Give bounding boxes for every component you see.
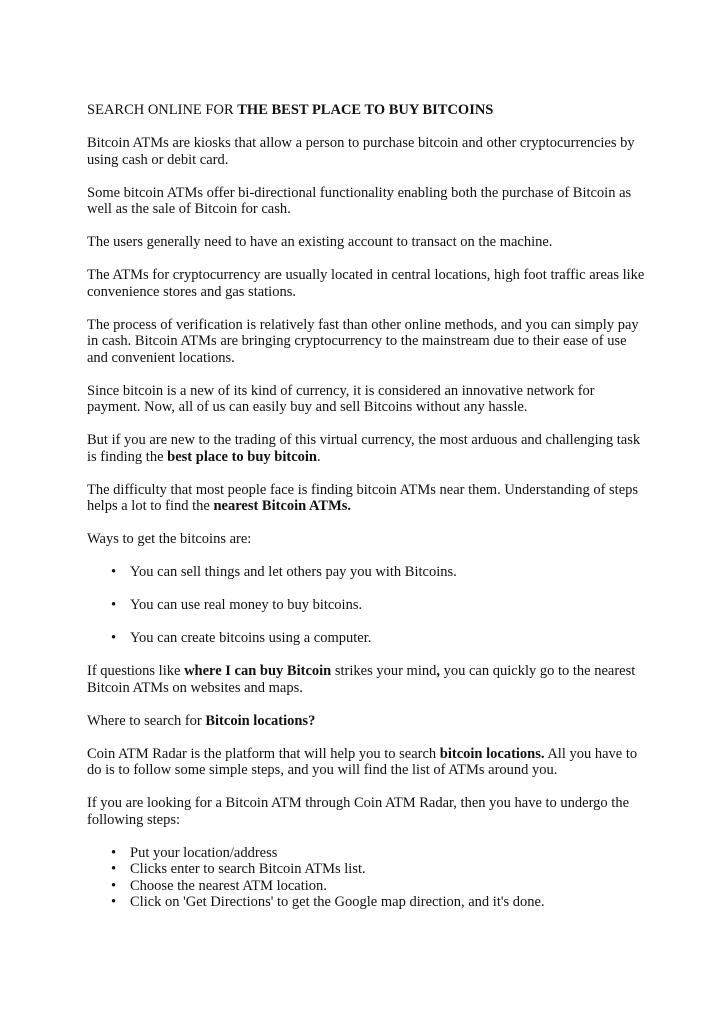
paragraph-challenge bbox=[87, 432, 647, 465]
paragraph-ways-intro: Ways to get the bitcoins are: bbox=[87, 531, 252, 547]
paragraph-difficulty bbox=[87, 482, 647, 515]
questions-bold: where I can buy Bitcoin bbox=[184, 663, 332, 679]
challenge-bold: best place to buy bitcoin bbox=[167, 448, 317, 465]
bullet-icon: • bbox=[111, 844, 117, 861]
bullet-icon: • bbox=[111, 597, 117, 613]
bullet-icon: • bbox=[111, 877, 117, 894]
questions-bold-comma: , bbox=[436, 663, 440, 679]
list-item bbox=[87, 894, 647, 911]
list-item-text: You can use real money to buy bitcoins. bbox=[130, 597, 363, 613]
paragraph-innovation: Since bitcoin is a new of its kind of currency, it is considered an innovative network for payment. Now, all of us can easily buy and sell Bitcoins without any hassle. bbox=[87, 382, 595, 415]
paragraph-questions bbox=[87, 663, 647, 696]
questions-text: If questions like bbox=[87, 663, 185, 679]
paragraph-verification: The process of verification is relatively fast than other online methods, and you can simply pay in cash. Bitcoin ATMs are bringing cryptocurrency to the mainstream due to their ease of use and convenient locations. bbox=[87, 316, 639, 366]
list-item bbox=[87, 630, 647, 647]
list-item-text: Clicks enter to search Bitcoin ATMs list. bbox=[130, 861, 366, 877]
paragraph-account: The users generally need to have an existing account to transact on the machine. bbox=[87, 234, 553, 250]
list-item-text: You can sell things and let others pay you with Bitcoins. bbox=[130, 564, 457, 580]
paragraph-steps-intro: If you are looking for a Bitcoin ATM through Coin ATM Radar, then you have to undergo the following steps: bbox=[87, 795, 630, 828]
list-item bbox=[87, 861, 647, 878]
radar-text: Coin ATM Radar is the platform that will help you to search bbox=[87, 745, 440, 762]
list-item bbox=[87, 597, 647, 614]
list-item-text: Click on 'Get Directions' to get the Google map direction, and it's done. bbox=[130, 894, 545, 910]
radar-bold: bitcoin locations. bbox=[439, 745, 545, 762]
bullet-icon: • bbox=[111, 564, 117, 580]
list-item-text: Choose the nearest ATM location. bbox=[130, 877, 327, 894]
difficulty-bold: nearest Bitcoin ATMs. bbox=[213, 498, 352, 514]
list-item bbox=[87, 878, 647, 895]
list-item-text: You can create bitcoins using a computer. bbox=[130, 630, 372, 646]
bullet-icon: • bbox=[111, 894, 117, 910]
heading-prefix: SEARCH ONLINE FOR bbox=[87, 102, 238, 118]
radar-after: All you have to do is to follow some simple steps, and you will find the list of ATMs around you. bbox=[87, 745, 638, 778]
challenge-after: . bbox=[317, 448, 321, 465]
questions-mid: strikes your mind bbox=[331, 663, 437, 679]
paragraph-locations: The ATMs for cryptocurrency are usually located in central locations, high foot traffic areas like convenience stores and gas stations. bbox=[87, 267, 645, 300]
document-page bbox=[87, 102, 647, 911]
heading-bold: THE BEST PLACE TO BUY BITCOINS bbox=[237, 102, 494, 118]
document-heading bbox=[87, 102, 647, 119]
steps-list bbox=[87, 845, 647, 911]
bullet-icon: • bbox=[111, 630, 117, 646]
questions-after: you can quickly go to the nearest Bitcoin ATMs on websites and maps. bbox=[87, 663, 636, 696]
challenge-text: But if you are new to the trading of this virtual currency, the most arduous and challenging task is finding the bbox=[87, 432, 641, 465]
list-item bbox=[87, 564, 647, 581]
list-item-text: Put your location/address bbox=[130, 844, 278, 861]
ways-list bbox=[87, 564, 647, 647]
where-bold: Bitcoin locations? bbox=[205, 712, 316, 729]
difficulty-text: The difficulty that most people face is finding bitcoin ATMs near them. Understanding of steps helps a lot to find the bbox=[87, 481, 639, 514]
paragraph-where-search bbox=[87, 713, 647, 730]
paragraph-intro: Bitcoin ATMs are kiosks that allow a person to purchase bitcoin and other cryptocurrencies by using cash or debit card. bbox=[87, 135, 635, 168]
paragraph-bidirectional: Some bitcoin ATMs offer bi-directional functionality enabling both the purchase of Bitcoin as well as the sale of Bitcoin for cash. bbox=[87, 184, 632, 217]
list-item bbox=[87, 845, 647, 862]
bullet-icon: • bbox=[111, 861, 117, 877]
paragraph-radar bbox=[87, 746, 647, 779]
where-text: Where to search for bbox=[87, 712, 206, 729]
